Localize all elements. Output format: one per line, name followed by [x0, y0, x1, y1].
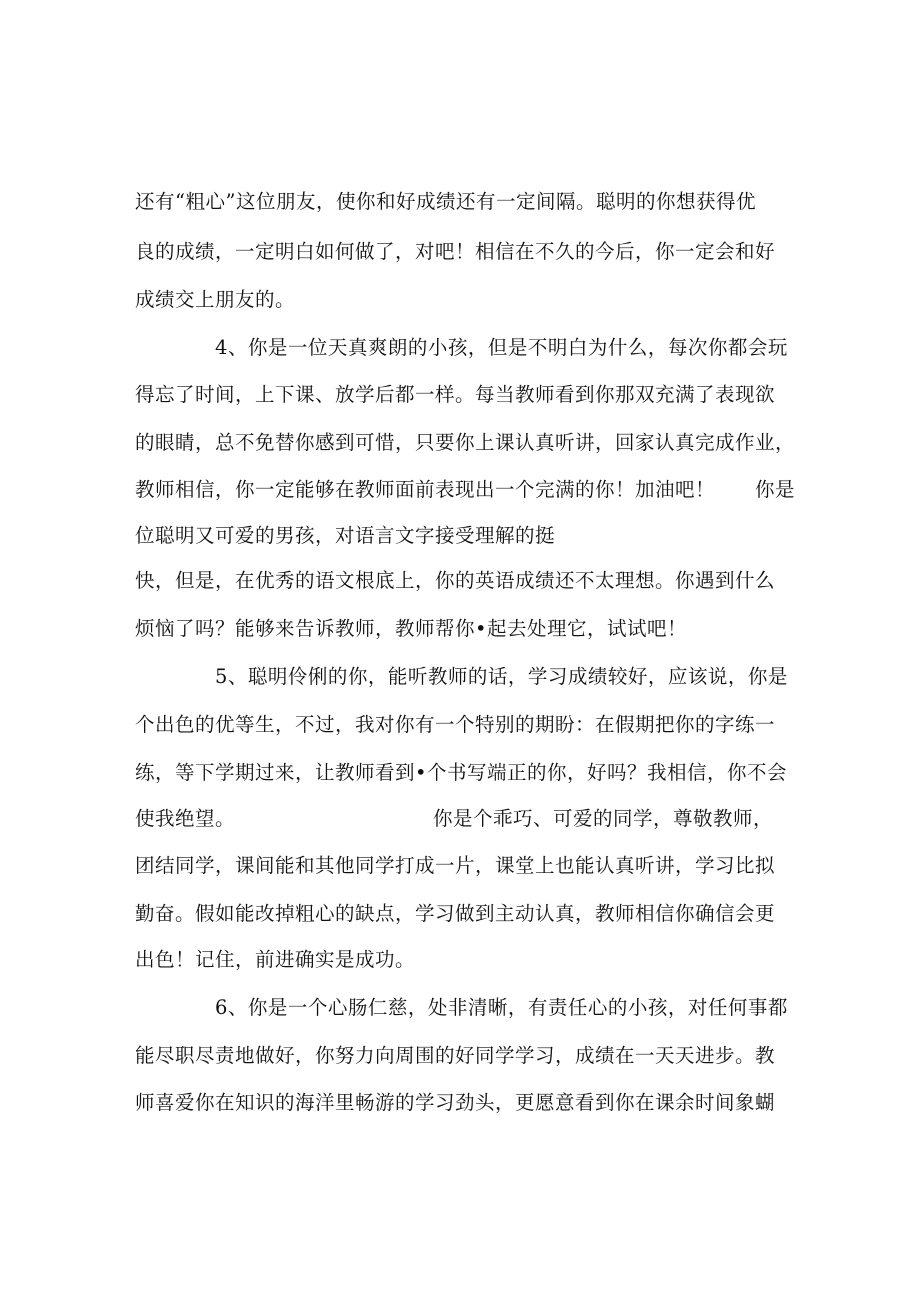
paragraph-4-first-line: 4、你是一位天真爽朗的小孩，但是不明白为什么，每次你都会玩 — [215, 336, 788, 359]
text-span: 教师相信，你一定能够在教师面前表现出一个完满的你！加油吧！ — [135, 478, 716, 501]
text-line: 练，等下学期过来，让教师看到•个书写端正的你，好吗？我相信，你不会 — [135, 761, 788, 784]
text-span: 你是 — [755, 478, 796, 501]
text-line: 位聪明又可爱的男孩，对语言文字接受理解的挺 — [135, 524, 556, 547]
text-line: 良的成绩，一定明白如何做了，对吧！相信在不久的今后，你一定会和好 — [135, 240, 776, 263]
text-line: 成绩交上朋友的。 — [135, 288, 296, 311]
text-line: 烦恼了吗？能够来告诉教师，教师帮你•起去处理它，试试吧！ — [135, 617, 688, 640]
text-line: 出色！记住，前进确实是成功。 — [135, 948, 416, 971]
text-line: 个出色的优等生，不过，我对你有一个特别的期盼：在假期把你的字练一 — [135, 713, 776, 736]
text-line: 师喜爱你在知识的海洋里畅游的学习劲头，更愿意看到你在课余时间象蝴 — [135, 1091, 776, 1114]
text-line: 勤奋。假如能改掉粗心的缺点，学习做到主动认真，教师相信你确信会更 — [135, 902, 776, 925]
paragraph-5-first-line: 5、聪明伶俐的你，能听教师的话，学习成绩较好，应该说，你是 — [215, 665, 788, 688]
text-line: 团结同学，课间能和其他同学打成一片，课堂上也能认真听讲，学习比拟 — [135, 854, 776, 877]
text-line: 快，但是，在优秀的语文根底上，你的英语成绩还不太理想。你遇到什么 — [135, 569, 776, 592]
text-line: 你是个乖巧、可爱的同学，尊敬教师， — [433, 807, 774, 830]
paragraph-6-first-line: 6、你是一个心肠仁慈，处非清晰，有责任心的小孩，对任何事都 — [215, 996, 788, 1019]
text-line: 还有“粗心”这位朋友，使你和好成绩还有一定间隔。聪明的你想获得优 — [135, 190, 756, 213]
text-line — [135, 478, 795, 502]
text-line: 能尽职尽责地做好，你努力向周围的好同学学习，成绩在一天天进步。教 — [135, 1044, 776, 1067]
text-line: 使我绝望。 — [135, 807, 236, 830]
text-line: 得忘了时间，上下课、放学后都一样。每当教师看到你那双充满了表现欲 — [135, 383, 776, 406]
text-line: 的眼睛，总不免替你感到可惜，只要你上课认真听讲，回家认真完成作业， — [135, 431, 796, 454]
